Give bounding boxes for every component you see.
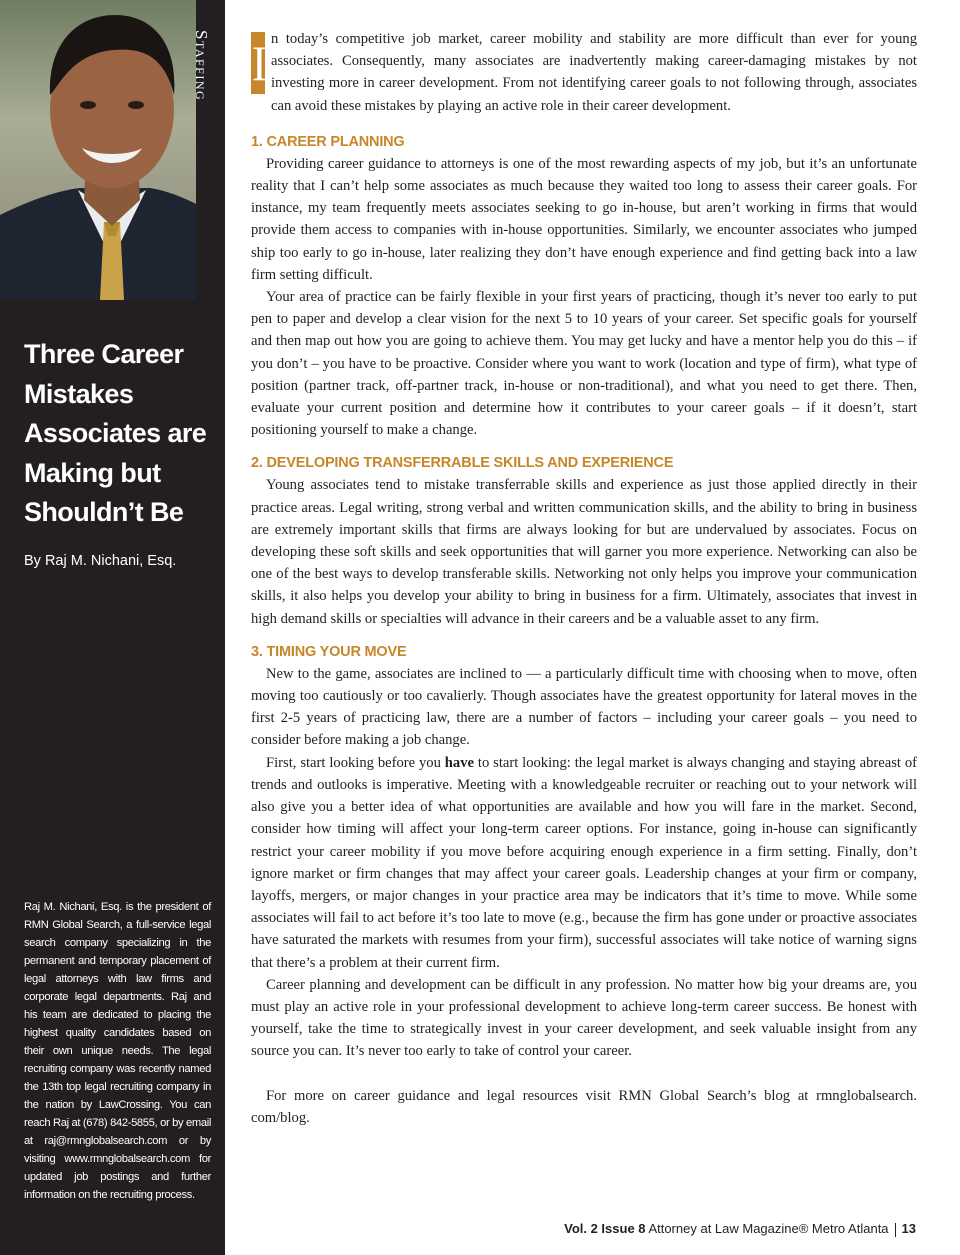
article-body <box>251 28 917 1129</box>
magazine-name: Attorney at Law Magazine® Metro Atlanta <box>648 1221 889 1236</box>
intro-paragraph: n today’s competitive job market, career mobility and stability are more difficult than ever for young associates. Consequently, many associates are inadvertently making career-damaging mistakes by not investing more in career development. From not identifying career goals to not following through, associates can avoid these mistakes by playing an active role in their career development. <box>271 31 917 114</box>
page-number: 13 <box>901 1221 916 1236</box>
divider <box>895 1223 896 1237</box>
paragraph: Providing career guidance to attorneys is one of the most rewarding aspects of my job, but it’s an unfortunate reality that I can’t help some associates as much because they waited too long to assess their career goals. For instance, my team frequently meets associates seeking to go in-house, but aren’t working in firms that would provide them access to companies with in-house opportunities. Similarly, we encounter associates who jumped ship too early to go in-house, later realizing they don’t have enough experience and find getting back into a law firm setting difficult. <box>251 155 917 283</box>
section-heading-career-planning: 1. CAREER PLANNING <box>251 133 405 150</box>
author-byline: By Raj M. Nichani, Esq. <box>24 553 177 569</box>
page-footer <box>564 1221 916 1237</box>
paragraph: First, start looking before you have to start looking: the legal market is always changing and staying abreast of trends and outlooks is imperative. Meeting with a knowledgeable recruiter or reaching out to your network will also give you a better idea of what opportunities are available and how you will fare in the market. Second, consider how timing will affect your long-term career options. For instance, going in-house can significantly restrict your career mobility if you move before acquiring enough experience in a firm setting. Finally, don’t ignore market or firm changes that may affect your career goals. Leadership changes at your firm or company, layoffs, mergers, or major changes in your practice area may be indicators that it’s time to move. While some associates will fail to act before it’s too late to move (e.g., because the firm has gone under or proactive associates have saturated the markets with resumes from your firm), successful associates will take notice of warning signs that there’s a problem at their current firm. <box>251 754 917 971</box>
article-intro <box>251 28 917 117</box>
drop-cap: I <box>251 32 265 94</box>
issue-label: Vol. 2 Issue 8 <box>564 1221 646 1236</box>
paragraph: Young associates tend to mistake transferrable skills and experience as just those applied directly in their practice areas. Legal writing, strong verbal and written communication skills, and the ability to bring in business are extremely important skills that firms are always looking for but are undervalued by associates. Focus on developing these soft skills and seek opportunities that will garner you more experience. Networking can also be one of the best ways to develop transferable skills. Networking not only helps you improve your communication skills, it also helps you develop your ability to bring in business for a firm. Ultimately, associates that invest in high demand skills or specialties will advance in their careers and be a valuable asset to any firm. <box>251 477 917 627</box>
author-bio: Raj M. Nichani, Esq. is the president of RMN Global Search, a full-service legal search company specializing in the permanent and temporary placement of legal attorneys with law firms and corporate legal departments. Raj and his team are dedicated to placing the highest quality candidates based on their own unique needs. The legal recruiting company was recently named the 13th top legal recruiting company in the nation by LawCrossing. You can reach Raj at (678) 842-5855, or by email at raj@rmnglobalsearch.com or by visiting www.rmnglobalsearch.com for updated job postings and further information on the recruiting process. <box>24 901 211 1201</box>
closing-paragraph: For more on career guidance and legal resources visit RMN Global Search’s blog at rmnglobalsearch. com/blog. <box>251 1087 917 1126</box>
paragraph: Career planning and development can be difficult in any profession. No matter how big your dreams are, you must play an active role in your professional development to achieve long-term career success. Be honest with yourself, take the time to strategically invest in your career development, and seek valuable insight from any source you can. It’s never too early to take of control your career. <box>251 976 917 1060</box>
article-headline: Three Career Mistakes Associates are Making but Shouldn’t Be <box>24 339 207 527</box>
sidebar <box>0 0 225 1255</box>
emphasis: have <box>444 754 474 771</box>
paragraph: New to the game, associates are inclined to — a particularly difficult time with choosing when to move, often moving too cautiously or too cavalierly. Though associates have the greatest opportunity for lateral moves in the first 2-5 years of practicing law, there are a number of factors – including your career goals – you need to consider before making a job change. <box>251 665 917 749</box>
section-heading-transferrable-skills: 2. DEVELOPING TRANSFERRABLE SKILLS AND EXPERIENCE <box>251 455 674 472</box>
section-heading-timing-your-move: 3. TIMING YOUR MOVE <box>251 643 407 660</box>
section-tab-label: Staffing <box>192 30 211 102</box>
paragraph: Your area of practice can be fairly flexible in your first years of practicing, though it’s never too early to put pen to paper and develop a clear vision for the next 5 to 10 years of your career. Set specific goals for yourself and then map out how you are going to achieve them. You may get lucky and have a mentor help you do this – if you don’t – you have to be proactive. Consider where you want to work (location and type of firm), what type of position (partner track, off-partner track, in-house or non-traditional), and what you need to get there. Then, evaluate your current position and determine how it contributes to your career goals – if it doesn’t, start positioning yourself to make a change. <box>251 289 917 439</box>
